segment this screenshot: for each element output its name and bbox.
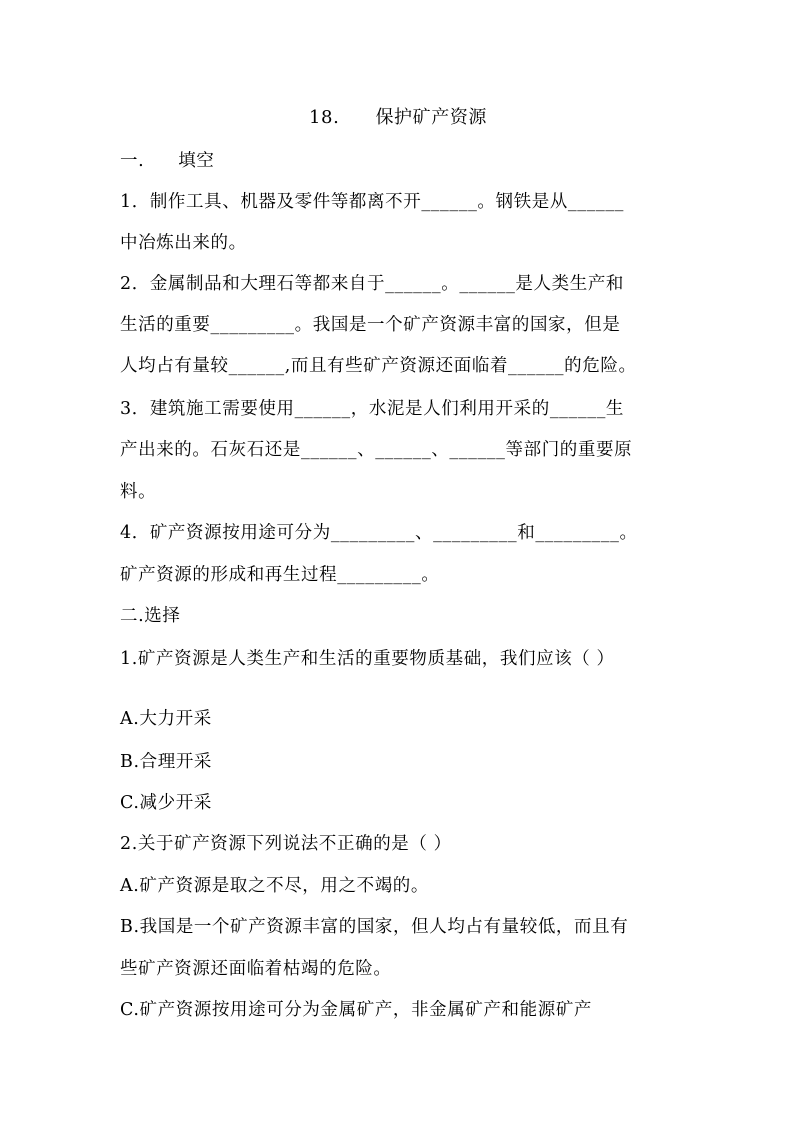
section-fill-heading	[120, 149, 214, 173]
section-choice-heading: 二.选择	[120, 606, 181, 626]
choice-q1-stem: 1.矿产资源是人类生产和生活的重要物质基础，我们应该（ ）	[120, 649, 615, 669]
fill-q2-line2: 生活的重要_________。我国是一个矿产资源丰富的国家，但是	[120, 315, 621, 335]
title-text: 保护矿产资源	[375, 107, 488, 128]
choice-q2-option-a: A.矿产资源是取之不尽，用之不竭的。	[120, 876, 429, 896]
choice-q2-option-b-line1: B.我国是一个矿产资源丰富的国家，但人均占有量较低，而且有	[120, 917, 629, 937]
choice-q1-option-c: C.减少开采	[120, 793, 212, 813]
choice-q2-option-b-line2: 些矿产资源还面临着枯竭的危险。	[120, 959, 392, 979]
fill-q1-line1: 1．制作工具、机器及零件等都离不开______。钢铁是从______	[120, 192, 625, 212]
choice-q1-option-a: A.大力开采	[120, 709, 212, 729]
fill-q2-line3: 人均占有量较______,而且有些矿产资源还面临着______的危险。	[120, 356, 637, 376]
choice-q2-option-c: C.矿产资源按用途可分为金属矿产，非金属矿产和能源矿产	[120, 1000, 593, 1020]
fill-q3-line2: 产出来的。石灰石还是______、______、______等部门的重要原	[120, 440, 633, 460]
page-title	[309, 106, 487, 130]
section-fill-label: 填空	[178, 151, 215, 171]
fill-q1-line2: 中冶炼出来的。	[120, 233, 247, 253]
fill-q4-line1: 4．矿产资源按用途可分为_________、_________和_________。	[120, 523, 638, 543]
fill-q2-line1: 2．金属制品和大理石等都来自于______。______是人类生产和	[120, 274, 625, 294]
fill-q3-line1: 3．建筑施工需要使用______，水泥是人们利用开采的______生	[120, 399, 625, 419]
fill-q3-line3: 料。	[120, 482, 157, 502]
choice-q2-stem: 2.关于矿产资源下列说法不正确的是（ ）	[120, 834, 452, 854]
title-number: 18.	[309, 107, 340, 128]
fill-q4-line2: 矿产资源的形成和再生过程_________。	[120, 565, 440, 585]
section-fill-number: 一.	[120, 151, 145, 171]
choice-q1-option-b: B.合理开采	[120, 752, 213, 772]
